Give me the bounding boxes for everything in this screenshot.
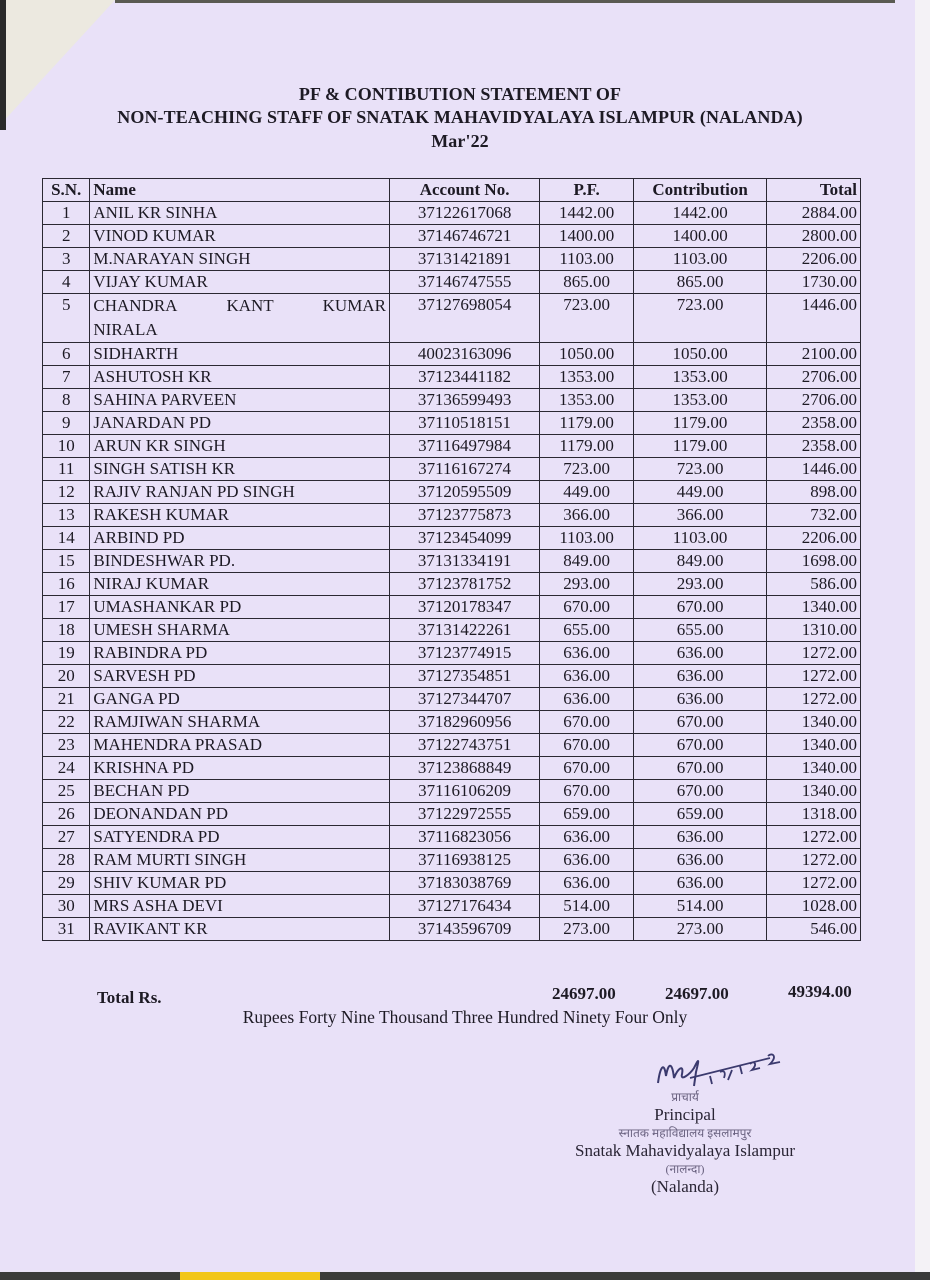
cell-sn: 23 bbox=[43, 734, 90, 757]
cell-total: 1310.00 bbox=[767, 619, 861, 642]
cell-name: RAJIV RANJAN PD SINGH bbox=[90, 481, 390, 504]
cell-account: 37122617068 bbox=[389, 202, 539, 225]
cell-contribution: 1103.00 bbox=[634, 248, 767, 271]
table-row bbox=[43, 642, 861, 665]
cell-pf: 849.00 bbox=[540, 550, 634, 573]
table-row bbox=[43, 458, 861, 481]
cell-contribution: 659.00 bbox=[634, 803, 767, 826]
table-row bbox=[43, 504, 861, 527]
cell-name: BECHAN PD bbox=[90, 780, 390, 803]
cell-contribution: 670.00 bbox=[634, 711, 767, 734]
cell-name: MAHENDRA PRASAD bbox=[90, 734, 390, 757]
document-title: PF & CONTIBUTION STATEMENT OF bbox=[298, 84, 622, 104]
cell-pf: 366.00 bbox=[540, 504, 634, 527]
cell-name: SHIV KUMAR PD bbox=[90, 872, 390, 895]
cell-sn: 14 bbox=[43, 527, 90, 550]
cell-total: 546.00 bbox=[767, 918, 861, 941]
cell-total: 1272.00 bbox=[767, 688, 861, 711]
cell-total: 898.00 bbox=[767, 481, 861, 504]
header-pf: P.F. bbox=[540, 179, 634, 202]
cell-pf: 1400.00 bbox=[540, 225, 634, 248]
cell-contribution: 670.00 bbox=[634, 780, 767, 803]
cell-total: 1730.00 bbox=[767, 271, 861, 294]
cell-contribution: 273.00 bbox=[634, 918, 767, 941]
cell-sn: 11 bbox=[43, 458, 90, 481]
cell-total: 1318.00 bbox=[767, 803, 861, 826]
cell-account: 37123454099 bbox=[389, 527, 539, 550]
cell-contribution: 670.00 bbox=[634, 757, 767, 780]
cell-pf: 1442.00 bbox=[540, 202, 634, 225]
header-total: Total bbox=[767, 179, 861, 202]
cell-total: 2800.00 bbox=[767, 225, 861, 248]
cell-pf: 1353.00 bbox=[540, 389, 634, 412]
institution: Snatak Mahavidyalaya Islampur bbox=[575, 1141, 795, 1160]
cell-pf: 514.00 bbox=[540, 895, 634, 918]
cell-contribution: 723.00 bbox=[634, 458, 767, 481]
stamp-hindi-mid: स्नातक महाविद्यालय इसलामपुर bbox=[618, 1126, 752, 1140]
cell-total: 1272.00 bbox=[767, 849, 861, 872]
cell-pf: 865.00 bbox=[540, 271, 634, 294]
cell-pf: 636.00 bbox=[540, 642, 634, 665]
cell-total: 1698.00 bbox=[767, 550, 861, 573]
cell-account: 37123774915 bbox=[389, 642, 539, 665]
cell-account: 37183038769 bbox=[389, 872, 539, 895]
table-row bbox=[43, 872, 861, 895]
header-sn: S.N. bbox=[43, 179, 90, 202]
cell-name: GANGA PD bbox=[90, 688, 390, 711]
signature-date-stroke bbox=[690, 1054, 780, 1084]
cell-account: 37182960956 bbox=[389, 711, 539, 734]
cell-name: RAKESH KUMAR bbox=[90, 504, 390, 527]
cell-total: 2206.00 bbox=[767, 527, 861, 550]
cell-sn: 24 bbox=[43, 757, 90, 780]
amount-in-words: Rupees Forty Nine Thousand Three Hundred Ninety Four Only bbox=[242, 1007, 688, 1027]
table-row bbox=[43, 550, 861, 573]
cell-account: 37116823056 bbox=[389, 826, 539, 849]
table-row bbox=[43, 225, 861, 248]
cell-sn: 22 bbox=[43, 711, 90, 734]
cell-name: UMASHANKAR PD bbox=[90, 596, 390, 619]
cell-pf: 723.00 bbox=[540, 458, 634, 481]
cell-total: 2358.00 bbox=[767, 435, 861, 458]
cell-contribution: 366.00 bbox=[634, 504, 767, 527]
totals-grand: 49394.00 bbox=[788, 982, 852, 1001]
cell-total: 2884.00 bbox=[767, 202, 861, 225]
totals-contribution: 24697.00 bbox=[665, 984, 729, 1003]
table-row bbox=[43, 481, 861, 504]
cell-account: 37127344707 bbox=[389, 688, 539, 711]
cell-sn: 16 bbox=[43, 573, 90, 596]
cell-name: DEONANDAN PD bbox=[90, 803, 390, 826]
cell-sn: 19 bbox=[43, 642, 90, 665]
table-row bbox=[43, 389, 861, 412]
cell-account: 37146746721 bbox=[389, 225, 539, 248]
cell-contribution: 1179.00 bbox=[634, 435, 767, 458]
table-body bbox=[43, 202, 861, 941]
cell-sn: 3 bbox=[43, 248, 90, 271]
cell-name: JANARDAN PD bbox=[90, 412, 390, 435]
cell-sn: 4 bbox=[43, 271, 90, 294]
cell-pf: 449.00 bbox=[540, 481, 634, 504]
table-row bbox=[43, 573, 861, 596]
table-row bbox=[43, 619, 861, 642]
cell-sn: 9 bbox=[43, 412, 90, 435]
table-row bbox=[43, 412, 861, 435]
table-row bbox=[43, 711, 861, 734]
cell-contribution: 1400.00 bbox=[634, 225, 767, 248]
table-row bbox=[43, 734, 861, 757]
cell-contribution: 1050.00 bbox=[634, 343, 767, 366]
name-line-1 bbox=[93, 294, 386, 318]
designation: Principal bbox=[654, 1105, 716, 1124]
cell-sn: 1 bbox=[43, 202, 90, 225]
principal-stamp bbox=[540, 1088, 830, 1196]
cell-pf: 636.00 bbox=[540, 665, 634, 688]
cell-name: RABINDRA PD bbox=[90, 642, 390, 665]
totals-pf: 24697.00 bbox=[552, 984, 616, 1003]
cell-total: 1272.00 bbox=[767, 826, 861, 849]
cell-total: 1340.00 bbox=[767, 780, 861, 803]
cell-account: 37123441182 bbox=[389, 366, 539, 389]
table-row bbox=[43, 665, 861, 688]
cell-sn: 12 bbox=[43, 481, 90, 504]
header-contribution: Contribution bbox=[634, 179, 767, 202]
cell-total: 2358.00 bbox=[767, 412, 861, 435]
cell-contribution: 1179.00 bbox=[634, 412, 767, 435]
table-row bbox=[43, 343, 861, 366]
cell-sn: 2 bbox=[43, 225, 90, 248]
cell-contribution: 1353.00 bbox=[634, 366, 767, 389]
cell-name: ARBIND PD bbox=[90, 527, 390, 550]
table-row bbox=[43, 826, 861, 849]
cell-total: 1340.00 bbox=[767, 596, 861, 619]
cell-contribution: 514.00 bbox=[634, 895, 767, 918]
cell-sn: 25 bbox=[43, 780, 90, 803]
cell-pf: 636.00 bbox=[540, 826, 634, 849]
cell-account: 37120178347 bbox=[389, 596, 539, 619]
cell-name: UMESH SHARMA bbox=[90, 619, 390, 642]
cell-pf: 1050.00 bbox=[540, 343, 634, 366]
cell-contribution: 449.00 bbox=[634, 481, 767, 504]
cell-total: 1340.00 bbox=[767, 734, 861, 757]
cell-pf: 670.00 bbox=[540, 711, 634, 734]
table-row bbox=[43, 688, 861, 711]
table-row bbox=[43, 803, 861, 826]
cell-account: 37116167274 bbox=[389, 458, 539, 481]
cell-name: VINOD KUMAR bbox=[90, 225, 390, 248]
cell-sn: 10 bbox=[43, 435, 90, 458]
cell-account: 37120595509 bbox=[389, 481, 539, 504]
cell-name: RAMJIWAN SHARMA bbox=[90, 711, 390, 734]
cell-pf: 636.00 bbox=[540, 849, 634, 872]
cell-sn: 21 bbox=[43, 688, 90, 711]
cell-name: SAHINA PARVEEN bbox=[90, 389, 390, 412]
cell-name: ARUN KR SINGH bbox=[90, 435, 390, 458]
cell-name: RAVIKANT KR bbox=[90, 918, 390, 941]
table-row bbox=[43, 780, 861, 803]
cell-account: 40023163096 bbox=[389, 343, 539, 366]
name-line-2: NIRALA bbox=[93, 320, 158, 339]
cell-total: 586.00 bbox=[767, 573, 861, 596]
cell-contribution: 1442.00 bbox=[634, 202, 767, 225]
cell-pf: 670.00 bbox=[540, 780, 634, 803]
document-period: Mar'22 bbox=[431, 131, 489, 151]
cell-name: SIDHARTH bbox=[90, 343, 390, 366]
scan-margin-right bbox=[915, 0, 930, 1280]
cell-total: 2100.00 bbox=[767, 343, 861, 366]
cell-pf: 636.00 bbox=[540, 688, 634, 711]
table-row bbox=[43, 527, 861, 550]
table-row bbox=[43, 895, 861, 918]
cell-name: ASHUTOSH KR bbox=[90, 366, 390, 389]
cell-contribution: 636.00 bbox=[634, 849, 767, 872]
totals-label: Total Rs. bbox=[97, 988, 162, 1007]
cell-pf: 670.00 bbox=[540, 757, 634, 780]
cell-contribution: 865.00 bbox=[634, 271, 767, 294]
cell-total: 2706.00 bbox=[767, 366, 861, 389]
cell-name: ANIL KR SINHA bbox=[90, 202, 390, 225]
pf-statement-table bbox=[42, 178, 861, 941]
cell-account: 37131422261 bbox=[389, 619, 539, 642]
cell-account: 37123781752 bbox=[389, 573, 539, 596]
cell-pf: 293.00 bbox=[540, 573, 634, 596]
cell-sn: 31 bbox=[43, 918, 90, 941]
cell-pf: 1353.00 bbox=[540, 366, 634, 389]
cell-account: 37122743751 bbox=[389, 734, 539, 757]
cell-total: 1446.00 bbox=[767, 458, 861, 481]
cell-account: 37131334191 bbox=[389, 550, 539, 573]
cell-account: 37116497984 bbox=[389, 435, 539, 458]
cell-pf: 655.00 bbox=[540, 619, 634, 642]
table-row bbox=[43, 757, 861, 780]
cell-pf: 1179.00 bbox=[540, 435, 634, 458]
cell-sn: 20 bbox=[43, 665, 90, 688]
cell-contribution: 1103.00 bbox=[634, 527, 767, 550]
cell-account: 37127354851 bbox=[389, 665, 539, 688]
scan-artifact bbox=[180, 1272, 320, 1280]
cell-pf: 723.00 bbox=[540, 294, 634, 343]
scan-margin-bottom bbox=[0, 1272, 930, 1280]
stamp-hindi-top: प्राचार्य bbox=[671, 1090, 699, 1104]
cell-sn: 27 bbox=[43, 826, 90, 849]
table-row bbox=[43, 271, 861, 294]
table-row bbox=[43, 294, 861, 343]
cell-contribution: 636.00 bbox=[634, 642, 767, 665]
cell-sn: 29 bbox=[43, 872, 90, 895]
cell-pf: 273.00 bbox=[540, 918, 634, 941]
cell-name bbox=[90, 294, 390, 343]
cell-total: 1272.00 bbox=[767, 665, 861, 688]
signature-stroke bbox=[658, 1061, 698, 1086]
cell-total: 1272.00 bbox=[767, 872, 861, 895]
name-word: CHANDRA bbox=[93, 296, 178, 315]
cell-pf: 670.00 bbox=[540, 596, 634, 619]
cell-pf: 1179.00 bbox=[540, 412, 634, 435]
cell-total: 2206.00 bbox=[767, 248, 861, 271]
cell-sn: 26 bbox=[43, 803, 90, 826]
table-row bbox=[43, 596, 861, 619]
cell-name: RAM MURTI SINGH bbox=[90, 849, 390, 872]
cell-account: 37131421891 bbox=[389, 248, 539, 271]
cell-account: 37116106209 bbox=[389, 780, 539, 803]
cell-pf: 670.00 bbox=[540, 734, 634, 757]
cell-sn: 8 bbox=[43, 389, 90, 412]
cell-sn: 18 bbox=[43, 619, 90, 642]
cell-total: 1446.00 bbox=[767, 294, 861, 343]
cell-contribution: 636.00 bbox=[634, 688, 767, 711]
cell-name: NIRAJ KUMAR bbox=[90, 573, 390, 596]
cell-sn: 17 bbox=[43, 596, 90, 619]
cell-account: 37110518151 bbox=[389, 412, 539, 435]
table-row bbox=[43, 918, 861, 941]
header-account: Account No. bbox=[389, 179, 539, 202]
cell-pf: 1103.00 bbox=[540, 527, 634, 550]
cell-contribution: 670.00 bbox=[634, 596, 767, 619]
cell-account: 37123868849 bbox=[389, 757, 539, 780]
cell-account: 37127176434 bbox=[389, 895, 539, 918]
document-subtitle: NON-TEACHING STAFF OF SNATAK MAHAVIDYALAYA ISLAMPUR (NALANDA) bbox=[117, 107, 803, 127]
cell-name: M.NARAYAN SINGH bbox=[90, 248, 390, 271]
cell-account: 37123775873 bbox=[389, 504, 539, 527]
cell-account: 37146747555 bbox=[389, 271, 539, 294]
cell-total: 1340.00 bbox=[767, 757, 861, 780]
cell-sn: 28 bbox=[43, 849, 90, 872]
cell-name: SATYENDRA PD bbox=[90, 826, 390, 849]
cell-account: 37143596709 bbox=[389, 918, 539, 941]
table-row bbox=[43, 366, 861, 389]
cell-pf: 1103.00 bbox=[540, 248, 634, 271]
name-word: KANT bbox=[226, 296, 274, 315]
district: (Nalanda) bbox=[651, 1177, 719, 1196]
cell-total: 1028.00 bbox=[767, 895, 861, 918]
cell-account: 37122972555 bbox=[389, 803, 539, 826]
cell-sn: 6 bbox=[43, 343, 90, 366]
cell-contribution: 293.00 bbox=[634, 573, 767, 596]
table-row bbox=[43, 849, 861, 872]
cell-contribution: 1353.00 bbox=[634, 389, 767, 412]
cell-sn: 7 bbox=[43, 366, 90, 389]
cell-name: SINGH SATISH KR bbox=[90, 458, 390, 481]
cell-account: 37127698054 bbox=[389, 294, 539, 343]
cell-sn: 30 bbox=[43, 895, 90, 918]
cell-name: VIJAY KUMAR bbox=[90, 271, 390, 294]
cell-total: 1340.00 bbox=[767, 711, 861, 734]
cell-total: 1272.00 bbox=[767, 642, 861, 665]
cell-name: MRS ASHA DEVI bbox=[90, 895, 390, 918]
cell-contribution: 655.00 bbox=[634, 619, 767, 642]
cell-account: 37136599493 bbox=[389, 389, 539, 412]
name-word: KUMAR bbox=[322, 296, 386, 315]
cell-total: 2706.00 bbox=[767, 389, 861, 412]
cell-pf: 659.00 bbox=[540, 803, 634, 826]
cell-contribution: 636.00 bbox=[634, 872, 767, 895]
cell-total: 732.00 bbox=[767, 504, 861, 527]
cell-sn: 5 bbox=[43, 294, 90, 343]
cell-name: SARVESH PD bbox=[90, 665, 390, 688]
header-name: Name bbox=[90, 179, 390, 202]
table-row bbox=[43, 248, 861, 271]
scan-edge-top bbox=[115, 0, 895, 3]
table-header-row bbox=[43, 179, 861, 202]
cell-sn: 13 bbox=[43, 504, 90, 527]
stamp-hindi-bottom: (नालन्दा) bbox=[665, 1162, 705, 1176]
cell-contribution: 636.00 bbox=[634, 826, 767, 849]
cell-name: KRISHNA PD bbox=[90, 757, 390, 780]
scan-edge-left bbox=[0, 0, 6, 130]
cell-contribution: 636.00 bbox=[634, 665, 767, 688]
cell-name: BINDESHWAR PD. bbox=[90, 550, 390, 573]
cell-contribution: 670.00 bbox=[634, 734, 767, 757]
cell-sn: 15 bbox=[43, 550, 90, 573]
table-row bbox=[43, 202, 861, 225]
cell-pf: 636.00 bbox=[540, 872, 634, 895]
cell-contribution: 723.00 bbox=[634, 294, 767, 343]
cell-account: 37116938125 bbox=[389, 849, 539, 872]
table-row bbox=[43, 435, 861, 458]
cell-contribution: 849.00 bbox=[634, 550, 767, 573]
